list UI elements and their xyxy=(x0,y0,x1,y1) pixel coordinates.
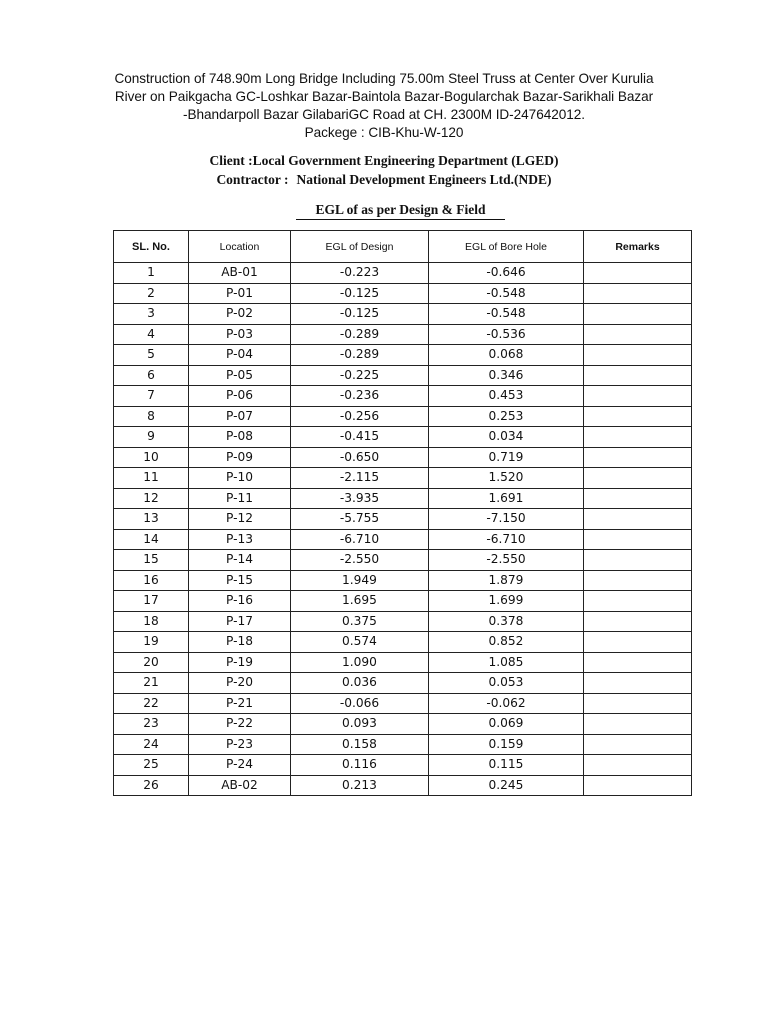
cell-location: P-07 xyxy=(189,406,291,427)
cell-location: P-18 xyxy=(189,632,291,653)
table-title: EGL of as per Design & Field xyxy=(296,202,505,220)
table-row xyxy=(114,488,692,509)
cell-remarks xyxy=(584,673,692,694)
cell-location: P-12 xyxy=(189,509,291,530)
cell-egl-design: -6.710 xyxy=(291,529,429,550)
cell-location: P-11 xyxy=(189,488,291,509)
cell-egl-bore-hole: 0.346 xyxy=(429,365,584,386)
cell-remarks xyxy=(584,345,692,366)
cell-sl-no: 20 xyxy=(114,652,189,673)
cell-remarks xyxy=(584,570,692,591)
cell-remarks xyxy=(584,611,692,632)
cell-sl-no: 5 xyxy=(114,345,189,366)
table-row xyxy=(114,283,692,304)
cell-egl-bore-hole: 0.245 xyxy=(429,775,584,796)
cell-egl-bore-hole: 1.879 xyxy=(429,570,584,591)
cell-remarks xyxy=(584,283,692,304)
table-row xyxy=(114,447,692,468)
cell-sl-no: 26 xyxy=(114,775,189,796)
cell-location: P-15 xyxy=(189,570,291,591)
column-header-remarks: Remarks xyxy=(584,231,692,263)
cell-egl-design: -0.236 xyxy=(291,386,429,407)
cell-remarks xyxy=(584,550,692,571)
cell-egl-bore-hole: -0.062 xyxy=(429,693,584,714)
cell-egl-design: -0.650 xyxy=(291,447,429,468)
table-row xyxy=(114,427,692,448)
project-title-line: River on Paikgacha GC-Loshkar Bazar-Baintola Bazar-Bogularchak Bazar-Sarikhali Bazar xyxy=(114,89,654,104)
cell-location: P-14 xyxy=(189,550,291,571)
cell-sl-no: 22 xyxy=(114,693,189,714)
cell-egl-bore-hole: 0.719 xyxy=(429,447,584,468)
cell-remarks xyxy=(584,755,692,776)
cell-location: P-04 xyxy=(189,345,291,366)
cell-location: P-06 xyxy=(189,386,291,407)
cell-egl-design: -0.225 xyxy=(291,365,429,386)
table-row xyxy=(114,673,692,694)
cell-sl-no: 15 xyxy=(114,550,189,571)
contractor-label: Contractor : xyxy=(216,172,289,187)
cell-egl-design: -2.115 xyxy=(291,468,429,489)
contractor-line xyxy=(0,170,768,189)
cell-egl-design: 0.158 xyxy=(291,734,429,755)
cell-egl-bore-hole: 0.053 xyxy=(429,673,584,694)
cell-sl-no: 25 xyxy=(114,755,189,776)
cell-sl-no: 11 xyxy=(114,468,189,489)
cell-sl-no: 13 xyxy=(114,509,189,530)
table-row xyxy=(114,406,692,427)
cell-remarks xyxy=(584,406,692,427)
cell-egl-design: 0.093 xyxy=(291,714,429,735)
cell-egl-design: 1.090 xyxy=(291,652,429,673)
table-row xyxy=(114,570,692,591)
table-body xyxy=(114,263,692,796)
cell-sl-no: 16 xyxy=(114,570,189,591)
table-row xyxy=(114,550,692,571)
cell-remarks xyxy=(584,693,692,714)
cell-egl-design: 0.375 xyxy=(291,611,429,632)
cell-remarks xyxy=(584,775,692,796)
table-row xyxy=(114,304,692,325)
cell-location: P-20 xyxy=(189,673,291,694)
cell-egl-bore-hole: 0.453 xyxy=(429,386,584,407)
column-header-egl-design: EGL of Design xyxy=(291,231,429,263)
table-header-row xyxy=(114,231,692,263)
cell-remarks xyxy=(584,468,692,489)
table-row xyxy=(114,734,692,755)
table-row xyxy=(114,714,692,735)
cell-egl-bore-hole: 1.520 xyxy=(429,468,584,489)
cell-egl-design: -3.935 xyxy=(291,488,429,509)
table-row xyxy=(114,591,692,612)
cell-sl-no: 24 xyxy=(114,734,189,755)
table-row xyxy=(114,509,692,530)
cell-sl-no: 6 xyxy=(114,365,189,386)
cell-location: P-17 xyxy=(189,611,291,632)
table-row xyxy=(114,693,692,714)
package-line: Packege : CIB-Khu-W-120 xyxy=(304,125,464,140)
column-header-location: Location xyxy=(189,231,291,263)
cell-egl-bore-hole: 0.378 xyxy=(429,611,584,632)
cell-sl-no: 10 xyxy=(114,447,189,468)
cell-sl-no: 18 xyxy=(114,611,189,632)
cell-remarks xyxy=(584,447,692,468)
table-row xyxy=(114,652,692,673)
cell-remarks xyxy=(584,386,692,407)
cell-sl-no: 7 xyxy=(114,386,189,407)
cell-egl-bore-hole: 0.068 xyxy=(429,345,584,366)
cell-egl-bore-hole: 0.115 xyxy=(429,755,584,776)
table-row xyxy=(114,775,692,796)
cell-egl-design: 1.949 xyxy=(291,570,429,591)
cell-egl-design: -0.223 xyxy=(291,263,429,284)
document-header xyxy=(0,70,768,189)
contractor-name: National Development Engineers Ltd.(NDE) xyxy=(296,172,552,187)
cell-location: P-02 xyxy=(189,304,291,325)
cell-egl-bore-hole: 1.699 xyxy=(429,591,584,612)
cell-sl-no: 14 xyxy=(114,529,189,550)
cell-egl-design: 1.695 xyxy=(291,591,429,612)
cell-location: P-08 xyxy=(189,427,291,448)
cell-egl-bore-hole: -0.646 xyxy=(429,263,584,284)
table-row xyxy=(114,263,692,284)
cell-location: AB-01 xyxy=(189,263,291,284)
cell-remarks xyxy=(584,324,692,345)
project-title-line: -Bhandarpoll Bazar GilabariGC Road at CH. 2300M ID-247642012. xyxy=(183,107,585,122)
cell-egl-design: -0.125 xyxy=(291,304,429,325)
cell-egl-bore-hole: -0.548 xyxy=(429,304,584,325)
cell-egl-bore-hole: 0.253 xyxy=(429,406,584,427)
cell-location: P-23 xyxy=(189,734,291,755)
table-row xyxy=(114,755,692,776)
cell-egl-bore-hole: 1.691 xyxy=(429,488,584,509)
cell-egl-design: -0.289 xyxy=(291,345,429,366)
cell-location: P-24 xyxy=(189,755,291,776)
table-row xyxy=(114,386,692,407)
cell-egl-bore-hole: 0.069 xyxy=(429,714,584,735)
cell-sl-no: 8 xyxy=(114,406,189,427)
cell-location: P-16 xyxy=(189,591,291,612)
cell-location: AB-02 xyxy=(189,775,291,796)
cell-egl-design: -5.755 xyxy=(291,509,429,530)
cell-sl-no: 9 xyxy=(114,427,189,448)
table-row xyxy=(114,529,692,550)
cell-location: P-09 xyxy=(189,447,291,468)
table-row xyxy=(114,345,692,366)
cell-egl-design: -0.289 xyxy=(291,324,429,345)
table-row xyxy=(114,632,692,653)
cell-location: P-19 xyxy=(189,652,291,673)
cell-egl-design: -0.125 xyxy=(291,283,429,304)
cell-egl-bore-hole: 0.159 xyxy=(429,734,584,755)
cell-sl-no: 2 xyxy=(114,283,189,304)
cell-sl-no: 21 xyxy=(114,673,189,694)
cell-remarks xyxy=(584,714,692,735)
cell-location: P-13 xyxy=(189,529,291,550)
cell-location: P-01 xyxy=(189,283,291,304)
cell-egl-bore-hole: -6.710 xyxy=(429,529,584,550)
cell-location: P-22 xyxy=(189,714,291,735)
column-header-egl-bore-hole: EGL of Bore Hole xyxy=(429,231,584,263)
cell-remarks xyxy=(584,591,692,612)
column-header-sl-no: SL. No. xyxy=(114,231,189,263)
cell-sl-no: 17 xyxy=(114,591,189,612)
table-row xyxy=(114,324,692,345)
cell-egl-bore-hole: 0.034 xyxy=(429,427,584,448)
project-title-line: Construction of 748.90m Long Bridge Including 75.00m Steel Truss at Center Over Kurulia xyxy=(114,71,654,86)
cell-sl-no: 23 xyxy=(114,714,189,735)
cell-egl-bore-hole: 0.852 xyxy=(429,632,584,653)
cell-sl-no: 1 xyxy=(114,263,189,284)
cell-egl-bore-hole: -2.550 xyxy=(429,550,584,571)
cell-sl-no: 4 xyxy=(114,324,189,345)
table-row xyxy=(114,611,692,632)
cell-sl-no: 3 xyxy=(114,304,189,325)
cell-remarks xyxy=(584,652,692,673)
cell-egl-design: -2.550 xyxy=(291,550,429,571)
cell-location: P-05 xyxy=(189,365,291,386)
cell-egl-design: -0.256 xyxy=(291,406,429,427)
cell-location: P-10 xyxy=(189,468,291,489)
cell-remarks xyxy=(584,427,692,448)
cell-remarks xyxy=(584,304,692,325)
cell-egl-bore-hole: 1.085 xyxy=(429,652,584,673)
cell-egl-bore-hole: -7.150 xyxy=(429,509,584,530)
cell-remarks xyxy=(584,632,692,653)
cell-location: P-03 xyxy=(189,324,291,345)
client-line: Client :Local Government Engineering Department (LGED) xyxy=(209,153,559,168)
cell-egl-design: -0.066 xyxy=(291,693,429,714)
cell-remarks xyxy=(584,488,692,509)
table-row xyxy=(114,365,692,386)
cell-remarks xyxy=(584,509,692,530)
cell-location: P-21 xyxy=(189,693,291,714)
cell-sl-no: 19 xyxy=(114,632,189,653)
cell-sl-no: 12 xyxy=(114,488,189,509)
cell-remarks xyxy=(584,734,692,755)
cell-remarks xyxy=(584,263,692,284)
cell-egl-bore-hole: -0.536 xyxy=(429,324,584,345)
cell-egl-design: 0.036 xyxy=(291,673,429,694)
cell-egl-design: 0.574 xyxy=(291,632,429,653)
egl-table xyxy=(113,230,692,796)
cell-remarks xyxy=(584,365,692,386)
cell-egl-bore-hole: -0.548 xyxy=(429,283,584,304)
cell-egl-design: 0.116 xyxy=(291,755,429,776)
cell-remarks xyxy=(584,529,692,550)
table-row xyxy=(114,468,692,489)
cell-egl-design: -0.415 xyxy=(291,427,429,448)
cell-egl-design: 0.213 xyxy=(291,775,429,796)
